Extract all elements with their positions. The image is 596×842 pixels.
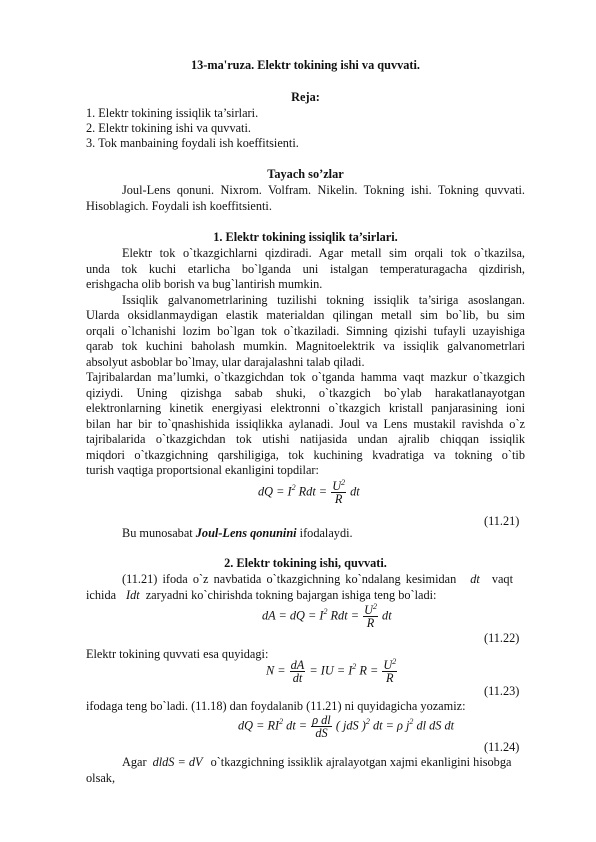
law-prefix: Bu munosabat	[122, 526, 196, 540]
eq-denominator: R	[386, 671, 394, 685]
keywords-text: Hisoblagich. Foydali ish koeffitsienti.	[86, 199, 272, 213]
equation-number: (11.22)	[484, 631, 520, 645]
law-name: Joul-Lens qonunini	[195, 526, 297, 540]
eq-term: dt	[382, 608, 392, 623]
section-heading: 1. Elektr tokining issiqlik ta’sirlari.	[213, 230, 398, 244]
paragraph-line: tajribalarida o`tkazgichdan tok utishi natijasida undan ajralib chiqqan issiqlik	[86, 432, 525, 446]
eq-exponent: 2	[341, 477, 346, 487]
eq-fraction	[363, 601, 378, 630]
eq-term: dt =	[286, 718, 308, 733]
eq-exponent: 2	[372, 601, 377, 611]
eq-numerator: U	[383, 658, 393, 672]
section-heading: 2. Elektr tokining ishi, quvvati.	[224, 556, 387, 570]
paragraph-line: Issiqlik galvanometrlarining tuzilishi tokning issiqlik ta’siriga asoslangan.	[122, 293, 525, 307]
paragraph-line: elektronlarning kinetik energiyasi elektronni o`tkazgich kristall panjarasining ioni	[86, 401, 525, 415]
text-run: zaryadni ko`chirishda tokning bajargan ishiga teng bo`ladi:	[145, 588, 437, 602]
paragraph-line: qiziydi. Uning qizishga sabab shuki, o`tkazgich bo`ylab harakatlanayotgan	[86, 386, 525, 400]
eq-numerator: dA	[290, 658, 305, 672]
paragraph-line: Elektr tokining quvvati esa quyidagi:	[86, 647, 269, 661]
law-suffix: ifodalaydi.	[296, 526, 353, 540]
law-statement	[86, 526, 525, 541]
equation-joule-lenz	[258, 477, 360, 506]
paragraph-line: unda tok kuchi etarlicha bo`lganda uni istalgan temperaturagacha qizdirish,	[86, 262, 525, 276]
eq-denominator: dS	[315, 726, 328, 740]
eq-numerator: ρ dl	[312, 713, 331, 727]
eq-term: dQ = I	[258, 484, 292, 499]
equation-work	[262, 601, 392, 630]
plan-heading: Reja:	[291, 90, 320, 104]
equation-number: (11.24)	[484, 740, 520, 754]
paragraph-line: absolyut asboblar bo`lmay, ular darajalashni talab qiladi.	[86, 355, 365, 369]
eq-term: dt	[350, 484, 360, 499]
paragraph-line: qarab tok kuchini baholash mumkin. Magnitoelektrik va issiqlik galvanometrlari	[86, 339, 525, 353]
eq-term: R =	[359, 663, 379, 678]
text-run: Agar	[122, 755, 147, 769]
paragraph-line	[86, 572, 525, 587]
paragraph-line	[86, 588, 525, 603]
eq-term: dA = dQ = I	[262, 608, 324, 623]
eq-exponent: 2	[392, 656, 397, 666]
paragraph-line: olsak,	[86, 771, 116, 785]
eq-term: ( jdS )	[335, 718, 366, 733]
math-symbol: dt	[470, 572, 480, 586]
plan-item: 3. Tok manbaining foydali ish koeffitsienti.	[86, 136, 299, 150]
equation-heat-density	[238, 714, 454, 739]
paragraph-line: Elektr tok o`tkazgichlarni qizdiradi. Agar metall sim orqali tok o`tkazilsa,	[122, 246, 525, 260]
eq-term: dt = ρ j	[372, 718, 410, 733]
paragraph-line: ifodaga teng bo`ladi. (11.18) dan foydalanib (11.21) ni quyidagicha yozamiz:	[86, 699, 466, 713]
eq-fraction	[382, 656, 397, 685]
plan-item: 1. Elektr tokining issiqlik ta’sirlari.	[86, 106, 259, 120]
paragraph-line: Tajribalardan ma’lumki, o`tkazgichdan tok o`tganda hamma vaqt mazkur o`tkazgich	[86, 370, 525, 384]
paragraph-line: miqdori o`tkazgichning qarshiligiga, tok kuchining kvadratiga va tokning o`tib	[86, 448, 525, 462]
eq-term: = IU = I	[309, 663, 353, 678]
paragraph-line: erishgacha olib borish va bug`lantirish mumkin.	[86, 277, 323, 291]
paragraph-line: turish vaqtiga proportsional ekanligini topdilar:	[86, 463, 319, 477]
eq-term: dQ = RI	[238, 718, 280, 733]
eq-exponent: 2	[291, 483, 296, 493]
paragraph-line: orqali o`lchanishi lozim bo`lgan tok o`tkaziladi. Simning qizishi tufayli uzayishiga	[86, 324, 525, 338]
eq-denominator: dt	[292, 671, 303, 685]
text-run: o`tkazgichning issiklik ajralayotgan xajmi ekanligini hisobga	[210, 755, 512, 769]
equation-power	[266, 656, 398, 685]
eq-exponent: 2	[352, 662, 357, 672]
eq-numerator: U	[332, 479, 342, 493]
paragraph-line: Ularda oksidlanmaydigan elastik materialdan qilingan metall sim bo`lib, bu sim	[86, 308, 525, 322]
equation-number: (11.21)	[484, 514, 520, 528]
eq-exponent: 2	[365, 717, 370, 727]
eq-exponent: 2	[409, 717, 414, 727]
eq-denominator: R	[334, 492, 343, 506]
paragraph-line: bilan har bir to`qnashishida issiqlikka aylanadi. Joul va Lens mustakil ravishda o`z	[86, 417, 525, 431]
text-run: (11.21) ifoda o`z navbatida o`tkazgichning ko`ndalang kesimidan	[122, 572, 457, 586]
eq-exponent: 2	[323, 607, 328, 617]
plan-item: 2. Elektr tokining ishi va quvvati.	[86, 121, 251, 135]
eq-denominator: R	[366, 616, 375, 630]
math-symbol: Idt	[126, 588, 140, 602]
eq-numerator: U	[364, 603, 373, 617]
keywords-heading: Tayach so’zlar	[267, 167, 344, 181]
text-run: ichida	[86, 588, 117, 602]
eq-term: dl dS dt	[416, 718, 455, 733]
eq-exponent: 2	[279, 717, 284, 727]
text-run: vaqt	[491, 572, 513, 586]
eq-term: N =	[266, 663, 286, 678]
eq-term: Rdt =	[298, 484, 328, 499]
eq-term: Rdt =	[330, 608, 359, 623]
eq-fraction	[311, 714, 332, 739]
keywords-text: Joul-Lens qonuni. Nixrom. Volfram. Nikelin. Tokning ishi. Tokning quvvati.	[122, 183, 525, 197]
paragraph-line	[86, 755, 525, 770]
equation-number: (11.23)	[484, 684, 520, 698]
eq-fraction	[290, 659, 306, 684]
math-symbol: dldS = dV	[152, 755, 203, 769]
eq-fraction	[331, 477, 346, 506]
lecture-title: 13-ma'ruza. Elektr tokining ishi va quvvati.	[191, 58, 420, 72]
